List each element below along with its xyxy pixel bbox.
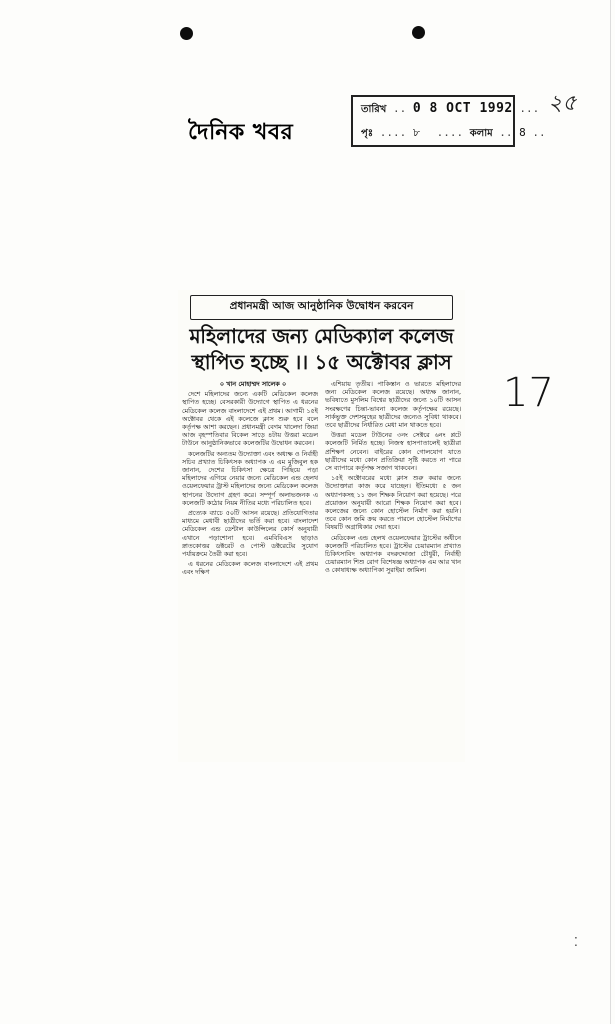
article-byline: ০ খান মোহাম্মদ সালেক ০: [219, 380, 287, 388]
article-paragraph: মেডিকেল এন্ড হেলথ ওয়েলফেয়ার ট্রাস্টের অধীনে কলেজটি পরিচালিত হবে। ট্রাস্টের চেয়ারম্যান প্রখ্যাত চিকিৎসাবিদ অধ্যাপক বদরুদ্দোজা চৌধুরী, নির্বাহী চেয়ারম্যান শিশু রোগ বিশেষজ্ঞ অধ্যাপক এম আর খান ও কোষাধ্যক্ষ অধ্যাপিকা সুরাইয়া জামিল।: [325, 533, 461, 575]
page-edge: [610, 0, 611, 1024]
article-headline: [182, 323, 461, 375]
punch-hole-left: [180, 27, 193, 40]
column-value: 8: [519, 126, 526, 139]
date-stamp: তারিখ .. 0 8 OCT 1992 ... পৃঃ .... ৮ .... কলাম .. 8 ..: [351, 95, 515, 147]
column-label: কলাম: [469, 128, 493, 139]
date-label: তারিখ: [361, 104, 387, 115]
article-paragraph: কলেজটির অন্যতম উদ্যোক্তা এবং অধ্যক্ষ ও নির্বাহী সচিব প্রখ্যাত চিকিৎসক অধ্যাপক এ এম মুজিবুল হক জানান, দেশের চিকিৎসা ক্ষেত্রে পিছিয়ে পড়া মহিলাদের এগিয়ে নেয়ার জন্যে মেডিকেল এন্ড হেলথ ওয়েলফেয়ার ট্রাস্ট মহিলাদের জন্যে মেডিকেল কলেজ স্থাপনের উদ্যোগ গ্রহণ করে। সম্পূর্ণ অলাভজনক এ কলেজটি কঠোর নিয়ম নীতির মধ্যে পরিচালিত হবে।: [182, 449, 318, 507]
page-value: ৮: [412, 126, 421, 139]
page-label: পৃঃ: [361, 128, 374, 139]
date-value: 0 8 OCT 1992: [412, 101, 513, 116]
article-paragraph: প্রত্যেক ব্যাচে ৫০টি আসন রয়েছে। প্রতিযোগিতার মাধ্যমে মেধাবী ছাত্রীদের ভর্তি করা হবে। বাংলাদেশ মেডিকেল এন্ড ডেন্টাল কাউন্সিলের কোর্স অনুযায়ী এখানে পড়াশোনা হবে। এমবিবিএস ছাড়াও স্নাতকোত্তর ডক্টরেট ও পোস্ট ডক্টরেটের সুযোগ পর্যায়ক্রমে তৈরী করা হবে।: [182, 509, 318, 559]
article-paragraph: উত্তরা মডেল টাউনের ৩নং সেক্টরে ৬নং প্লটে কলেজটি নির্মিত হচ্ছে। নিজস্ব হাসপাতালেই ছাত্রীরা প্রশিক্ষণ নেবেন। বাইরের কোন গোলযোগ যাতে ছাত্রীদের মধ্যে কোন প্রতিক্রিয়া সৃষ্টি করতে না পারে সে ব্যাপারে কর্তৃপক্ষ সজাগ থাকবেন।: [325, 431, 461, 473]
article-paragraph: ১৫ই অক্টোবরের মধ্যে ক্লাস শুরু করার জন্যে উদ্যোক্তারা কাজ করে যাচ্ছেন। ইতিমধ্যে ৫ জন অধ্যাপকসহ ১১ জন শিক্ষক নিয়োগ করা হয়েছে। পরে প্রয়োজন অনুযায়ী আরো শিক্ষক নিয়োগ করা হবে। কলেজের জন্যে কোন হোস্টেল নির্মাণ করা হয়নি। তবে কোন জমি ক্রয় করতে পারলে হোস্টেল নির্মাণের বিষয়টি অগ্রাধিকার দেয়া হবে।: [325, 474, 461, 532]
newspaper-name: দৈনিক খবর: [188, 119, 294, 145]
article-paragraph: দেশে মহিলাদের জন্যে একটি মেডিকেল কলেজ স্থাপিত হচ্ছে। বেসরকারী উদ্যোগে স্থাপিত এ ধরনের মেডিকেল কলেজ বাংলাদেশে এই প্রথম। আগামী ১৫ই অক্টোবর থেকে এই কলেজে ক্লাস শুরু হবে বলে কর্তৃপক্ষ আশা করছেন। প্রধানমন্ত্রী বেগম খালেদা জিয়া আজ বৃহস্পতিবার বিকেল সাড়ে ৪টায় উত্তরা মডেল টাউনে আনুষ্ঠানিকভাবে কলেজটির উদ্বোধন করবেন।: [182, 390, 318, 448]
handwritten-number-side: 17: [503, 370, 554, 416]
headline-line-2: স্থাপিত হচ্ছে ।। ১৫ অক্টোবর ক্লাস: [191, 350, 452, 374]
article-paragraph: এশিয়ায় তৃতীয়। পাকিস্তান ও ভারতে মহিলাদের জন্য মেডিকেল কলেজ রয়েছে। অধ্যক্ষ জানান, ভবিষ্যতে মুসলিম বিশ্বের ছাত্রীদের জন্যে ১০টি আসন সংরক্ষণের চিন্তা-ভাবনা কলেজ কর্তৃপক্ষের রয়েছে। সার্কভুক্ত দেশসমূহের ছাত্রীদের জন্যেও সুবিধা থাকবে। তবে ছাত্রীদের নির্ধারিত মেধা মান থাকতে হবে।: [325, 380, 461, 430]
article-column-1: [182, 380, 318, 758]
headline-line-1: মহিলাদের জন্য মেডিক্যাল কলেজ: [189, 324, 454, 348]
article-columns: [182, 380, 461, 758]
scan-speck: ⁚: [574, 935, 578, 949]
handwritten-number-top: ২৫: [548, 91, 577, 116]
article-kicker: প্রধানমন্ত্রী আজ আনুষ্ঠানিক উদ্বোধন করবেন: [190, 295, 453, 320]
article-paragraph: এ ধরনের মেডিকেল কলেজ বাংলাদেশে এই প্রথম এবং দক্ষিণ: [182, 560, 318, 577]
news-clipping: [178, 290, 465, 762]
punch-hole-right: [412, 26, 425, 39]
article-column-2: [325, 380, 461, 758]
